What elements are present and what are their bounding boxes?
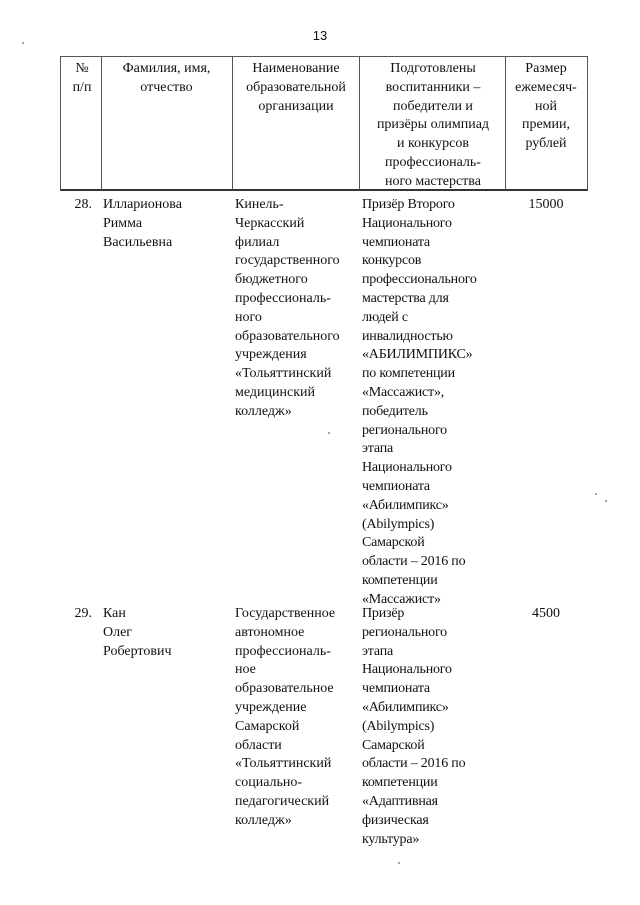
row-ach-line: конкурсов (362, 253, 422, 269)
header-num (62, 60, 102, 98)
row-org-line: Черкасский (235, 215, 305, 231)
row-ach-line: компетенции (362, 572, 438, 588)
row-org-line: бюджетного (235, 272, 308, 288)
row-ach-line: Национального (362, 460, 452, 476)
header-num-line: № (75, 61, 89, 76)
row-ach-line: регионального (362, 422, 447, 438)
row-name-line: Илларионова (103, 197, 182, 212)
row-ach-line: физическая (362, 812, 429, 828)
header-ach-line: профессиональ- (385, 154, 481, 170)
row-org-line: профессиональ- (235, 290, 331, 306)
header-left-rule (60, 56, 61, 190)
row-ach-line: «Адаптивная (362, 793, 438, 809)
header-prize-line: ежемесяч- (515, 79, 577, 95)
row-org-line: медицинский (235, 384, 315, 400)
row-prize-value: 4500 (532, 606, 560, 621)
header-ach-line: победители и (393, 98, 473, 114)
row-org-line: Кинель- (235, 197, 284, 212)
row-ach-line: Самарской (362, 535, 425, 551)
row-ach-line: Призёр Второго (362, 197, 455, 212)
row-29-name (103, 605, 230, 661)
header-top-rule (60, 56, 588, 57)
row-ach-line: «Массажист», (362, 384, 445, 400)
row-num-value: 29. (74, 606, 92, 621)
row-ach-line: культура» (362, 831, 420, 847)
row-org-line: профессиональ- (235, 643, 331, 659)
row-org-line: педагогический (235, 793, 330, 809)
scan-speck (328, 432, 330, 434)
row-ach-line: области – 2016 по (362, 756, 466, 772)
row-28-num (62, 196, 92, 215)
header-divider-2 (232, 56, 233, 190)
row-ach-line: чемпионата (362, 234, 430, 250)
row-org-line: социально- (235, 775, 303, 791)
header-name-line: Фамилия, имя, (122, 61, 211, 76)
header-name (103, 60, 230, 98)
header-ach-line: воспитанники – (385, 79, 481, 95)
row-prize-value: 15000 (528, 197, 564, 212)
row-28-achievements (362, 196, 504, 610)
row-ach-line: профессионального (362, 272, 477, 288)
row-ach-line: регионального (362, 624, 447, 640)
row-28-org (235, 196, 357, 422)
row-ach-line: Национального (362, 215, 452, 231)
header-divider-3 (359, 56, 360, 190)
row-ach-line: «Абилимпикс» (362, 699, 449, 715)
header-org-line: образовательной (246, 79, 346, 95)
header-org-line: Наименование (252, 61, 340, 76)
row-29-num (62, 605, 92, 624)
header-prize-line: ной (535, 98, 557, 114)
row-org-line: государственного (235, 253, 340, 269)
row-ach-line: компетенции (362, 775, 438, 791)
row-org-line: Самарской (235, 718, 300, 734)
row-org-line: учреждения (235, 347, 307, 363)
header-ach-line: ного мастерства (385, 173, 481, 189)
scan-speck (398, 862, 400, 864)
row-ach-line: мастерства для (362, 290, 449, 306)
row-ach-line: Национального (362, 662, 452, 678)
row-org-line: колледж» (235, 403, 292, 419)
row-org-line: филиал (235, 234, 280, 250)
scan-speck (22, 42, 24, 44)
row-ach-line: Самарской (362, 737, 425, 753)
row-ach-line: (Abilympics) (362, 516, 435, 532)
row-org-line: ное (235, 662, 256, 678)
row-org-line: учреждение (235, 699, 307, 715)
row-org-line: «Тольяттинский (235, 366, 332, 382)
row-name-line: Васильевна (103, 234, 173, 250)
row-org-line: образовательное (235, 681, 334, 697)
scan-speck (595, 493, 597, 495)
row-29-prize (508, 605, 584, 624)
row-name-line: Римма (103, 215, 143, 231)
row-ach-line: «Массажист» (362, 591, 441, 607)
row-num-value: 28. (74, 197, 92, 212)
header-bottom-rule (60, 189, 588, 191)
row-ach-line: «Абилимпикс» (362, 497, 449, 513)
row-org-line: автономное (235, 624, 305, 640)
row-name-line: Олег (103, 624, 133, 640)
row-name-line: Кан (103, 606, 126, 621)
row-org-line: колледж» (235, 812, 292, 828)
row-org-line: «Тольяттинский (235, 756, 332, 772)
header-ach-line: призёры олимпиад (376, 117, 490, 133)
row-ach-line: победитель (362, 403, 428, 419)
page-number: 13 (312, 28, 328, 43)
row-ach-line: Призёр (362, 606, 405, 621)
header-right-rule (587, 56, 588, 190)
row-name-line: Робертович (103, 643, 172, 659)
row-ach-line: этапа (362, 643, 394, 659)
row-28-prize (508, 196, 584, 215)
row-ach-line: людей с (362, 309, 408, 325)
header-org (235, 60, 357, 116)
header-prize-line: Размер (525, 61, 567, 76)
row-28-name (103, 196, 230, 252)
row-ach-line: «АБИЛИМПИКС» (362, 347, 473, 363)
row-ach-line: этапа (362, 441, 394, 457)
row-org-line: области (235, 737, 282, 753)
row-org-line: ного (235, 309, 262, 325)
row-29-org (235, 605, 357, 831)
scan-speck (605, 500, 607, 502)
header-prize-line: рублей (525, 136, 567, 152)
header-achievements (362, 60, 504, 192)
header-divider-4 (505, 56, 506, 190)
header-ach-line: и конкурсов (396, 136, 469, 152)
header-name-line: отчество (140, 79, 193, 95)
row-org-line: образовательного (235, 328, 340, 344)
header-ach-line: Подготовлены (390, 61, 476, 76)
row-ach-line: чемпионата (362, 478, 430, 494)
row-29-achievements (362, 605, 504, 849)
header-num-line: п/п (72, 79, 92, 95)
row-ach-line: (Abilympics) (362, 718, 435, 734)
row-ach-line: чемпионата (362, 681, 430, 697)
row-ach-line: области – 2016 по (362, 554, 466, 570)
header-prize-line: премии, (521, 117, 571, 133)
header-prize (508, 60, 584, 154)
row-ach-line: по компетенции (362, 366, 455, 382)
row-ach-line: инвалидностью (362, 328, 453, 344)
row-org-line: Государственное (235, 606, 336, 621)
header-org-line: организации (258, 98, 334, 114)
